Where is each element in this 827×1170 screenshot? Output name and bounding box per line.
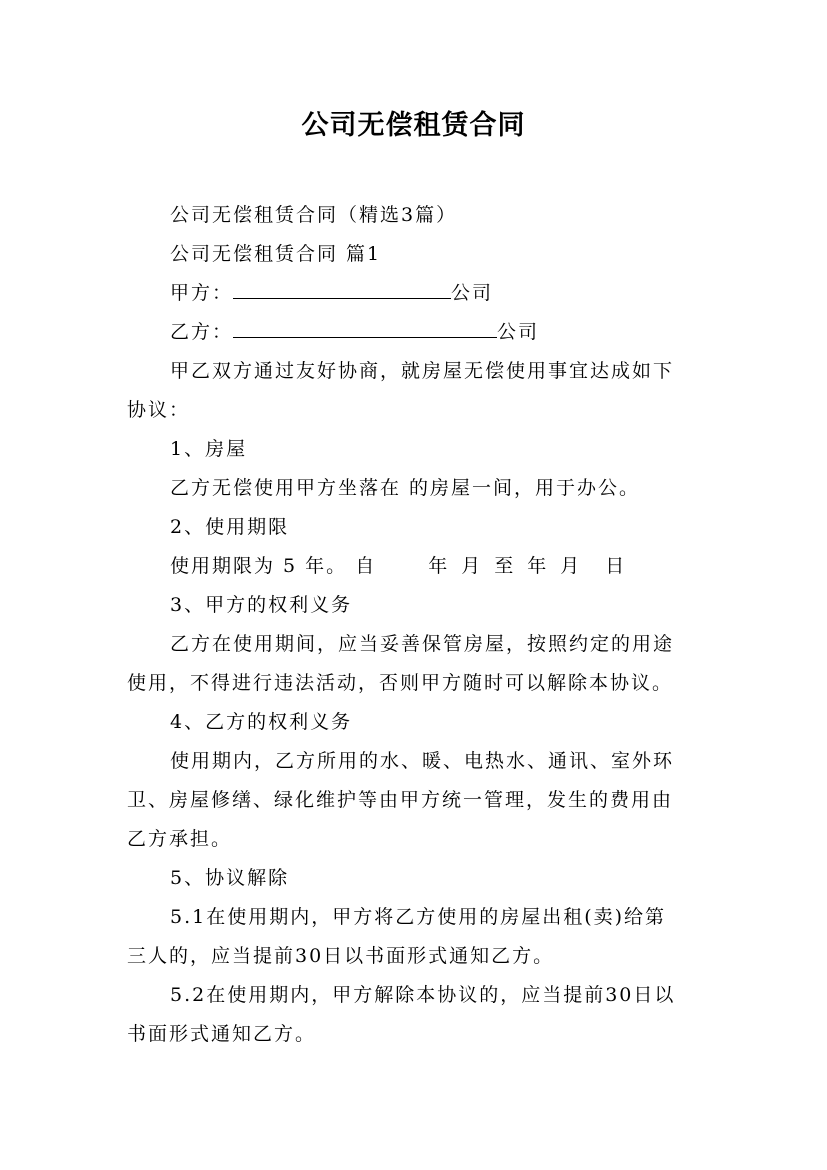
clause-5-2-line-1: 5.2在使用期内，甲方解除本协议的，应当提前30日以 [170,984,676,1006]
party-a-suffix: 公司 [451,282,494,304]
subtitle: 公司无偿租赁合同（精选3篇） [170,204,458,226]
party-a-line [170,278,493,305]
term-month-2: 月 [560,555,582,577]
document-title: 公司无偿租赁合同 [301,110,526,141]
clause-4-line-3: 乙方承担。 [127,828,233,850]
clause-5-2-line-2: 书面形式通知乙方。 [127,1023,317,1045]
term-prefix: 使用期限为 5 年。 自 [170,555,377,577]
clause-3-line-2: 使用，不得进行违法活动，否则甲方随时可以解除本协议。 [127,672,674,694]
clause-5-1-line-2: 三人的，应当提前30日以书面形式通知乙方。 [127,945,555,967]
intro-line-2: 协议： [127,399,191,421]
clause-4-line-2: 卫、房屋修缮、绿化维护等由甲方统一管理，发生的费用由 [127,789,674,811]
party-a-blank [233,280,451,299]
clause-2-heading: 2、使用期限 [170,516,290,538]
term-year-1: 年 [428,555,450,577]
clause-5-heading: 5、协议解除 [170,867,290,889]
clause-1-text: 乙方无偿使用甲方坐落在 的房屋一间，用于办公。 [170,477,641,499]
party-b-line [170,317,539,344]
term-year-2: 年 [527,555,549,577]
party-b-label: 乙方： [170,321,234,343]
term-to: 至 [494,555,516,577]
party-a-label: 甲方： [170,282,234,304]
clause-4-heading: 4、乙方的权利义务 [170,711,353,733]
clause-3-heading: 3、甲方的权利义务 [170,594,353,616]
clause-4-line-1: 使用期内，乙方所用的水、暖、电热水、通讯、室外环 [170,750,675,772]
clause-2-text [170,551,626,578]
clause-1-heading: 1、房屋 [170,438,248,460]
party-b-suffix: 公司 [497,321,540,343]
term-month-1: 月 [461,555,483,577]
section-heading: 公司无偿租赁合同 篇1 [170,243,382,265]
clause-5-1-line-1: 5.1在使用期内，甲方将乙方使用的房屋出租(卖)给第 [170,906,667,928]
party-b-blank [233,319,497,338]
term-day: 日 [605,555,627,577]
clause-3-line-1: 乙方在使用期间，应当妥善保管房屋，按照约定的用途 [170,633,675,655]
intro-line-1: 甲乙双方通过友好协商，就房屋无偿使用事宜达成如下 [170,360,675,382]
